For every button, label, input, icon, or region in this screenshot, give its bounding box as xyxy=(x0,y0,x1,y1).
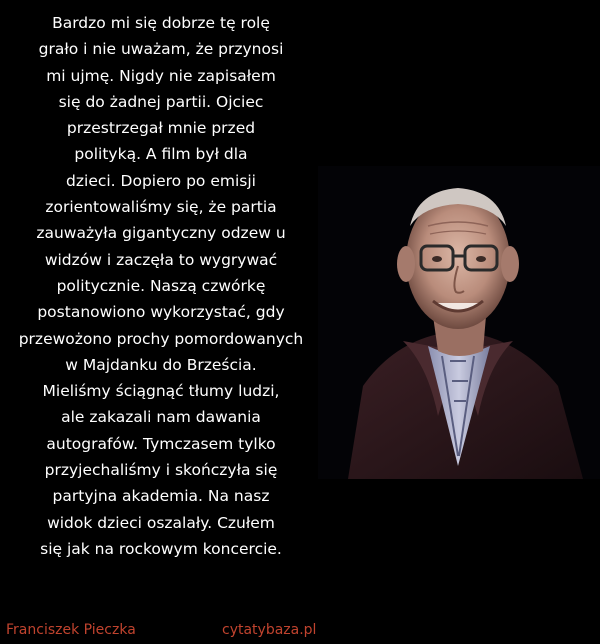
quote-line: zorientowaliśmy się, że partia xyxy=(45,198,277,217)
quote-line: widok dzieci oszalały. Czułem xyxy=(47,513,275,532)
quote-line: polityką. A film był dla xyxy=(74,145,248,164)
quote-text xyxy=(0,10,322,562)
portrait-illustration xyxy=(318,166,600,479)
quote-line: widzów i zaczęła to wygrywać xyxy=(44,250,278,269)
quote-line: się do żadnej partii. Ojciec xyxy=(58,92,264,111)
quote-line: przestrzegał mnie przed xyxy=(66,119,256,138)
quote-line: partyjna akademia. Na nasz xyxy=(52,487,270,506)
quote-line: w Majdanku do Brześcia. xyxy=(65,355,257,374)
quote-line: autografów. Tymczasem tylko xyxy=(46,434,276,453)
quote-line: Bardzo mi się dobrze tę rolę xyxy=(52,14,270,32)
quote-line: ale zakazali nam dawania xyxy=(61,408,261,427)
quote-line: przewożono prochy pomordowanych xyxy=(18,329,304,348)
quote-line: politycznie. Naszą czwórkę xyxy=(56,276,266,295)
quote-line: Mieliśmy ściągnąć tłumy ludzi, xyxy=(42,382,280,401)
quote-line: się jak na rockowym koncercie. xyxy=(40,539,282,558)
author-name[interactable]: Franciszek Pieczka xyxy=(6,622,136,638)
quote-line: przyjechaliśmy i skończyła się xyxy=(44,461,278,480)
quote-line: dzieci. Dopiero po emisji xyxy=(66,171,256,190)
quote-line: zauważyła gigantyczny odzew u xyxy=(36,224,286,243)
quote-line: postanowiono wykorzystać, gdy xyxy=(37,303,285,322)
site-link[interactable]: cytatybaza.pl xyxy=(222,622,317,638)
quote-line: grało i nie uważam, że przynosi xyxy=(38,40,284,59)
quote-line: mi ujmę. Nigdy nie zapisałem xyxy=(46,66,276,85)
portrait-photo xyxy=(318,166,600,479)
